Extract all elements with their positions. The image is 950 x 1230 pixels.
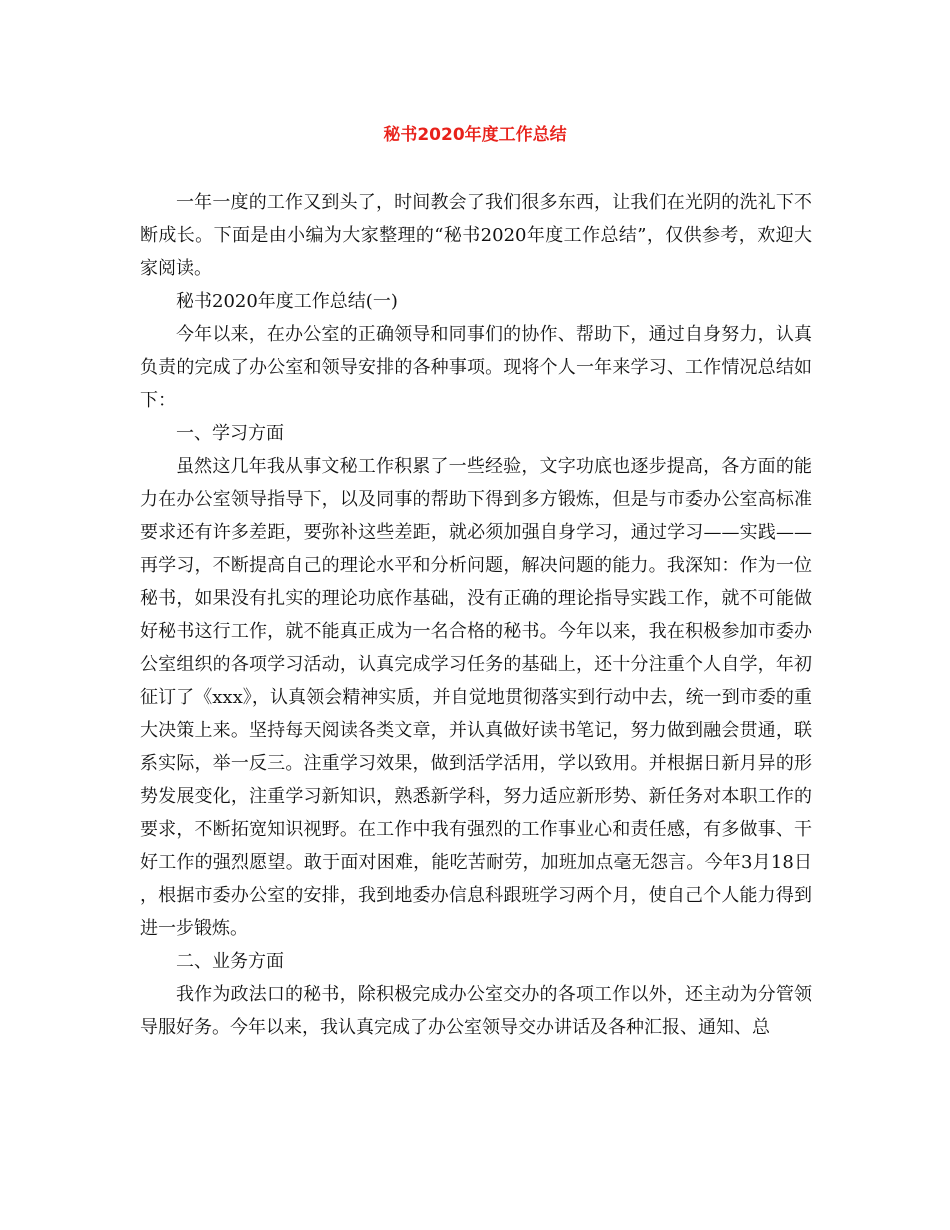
business-paragraph: 我作为政法口的秘书，除积极完成办公室交办的各项工作以外，还主动为分管领导服好务。今年以来，我认真完成了办公室领导交办讲话及各种汇报、通知、总 [140,984,812,1038]
document-title: 秘书2020年度工作总结 [383,125,567,145]
summary-paragraph: 今年以来，在办公室的正确领导和同事们的协作、帮助下，通过自身努力，认真负责的完成了办公室和领导安排的各种事项。现将个人一年来学习、工作情况总结如下： [140,324,812,411]
study-paragraph: 虽然这几年我从事文秘工作积累了一些经验，文字功底也逐步提高，各方面的能力在办公室领导指导下，以及同事的帮助下得到多方锻炼，但是与市委办公室高标准要求还有许多差距，要弥补这些差距，就必须加强自身学习，通过学习——实践——再学习，不断提高自己的理论水平和分析问题，解决问题的能力。我深知：作为一位秘书，如果没有扎实的理论功底作基础，没有正确的理论指导实践工作，就不可能做好秘书这行工作，就不能真正成为一名合格的秘书。今年以来，我在积极参加市委办公室组织的各项学习活动，认真完成学习任务的基础上，还十分注重个人自学，年初征订了《xxx》，认真领会精神实质，并自觉地贯彻落实到行动中去，统一到市委的重大决策上来。坚持每天阅读各类文章，并认真做好读书笔记，努力做到融会贯通，联系实际，举一反三。注重学习效果，做到活学活用，学以致用。并根据日新月异的形势发展变化，注重学习新知识，熟悉新学科，努力适应新形势、新任务对本职工作的要求，不断拓宽知识视野。在工作中我有强烈的工作事业心和责任感，有多做事、干好工作的强烈愿望。敢于面对困难，能吃苦耐劳，加班加点毫无怨言。今年3月18日，根据市委办公室的安排，我到地委办信息科跟班学习两个月，使自己个人能力得到进一步锻炼。 [140,456,812,939]
section-heading-business: 二、业务方面 [176,951,284,972]
document-body [140,186,812,1044]
section-heading-study: 一、学习方面 [176,423,284,444]
intro-paragraph: 一年一度的工作又到头了，时间教会了我们很多东西，让我们在光阴的洗礼下不断成长。下面是由小编为大家整理的“秘书2020年度工作总结”，仅供参考，欢迎大家阅读。 [140,192,812,279]
section-heading-part-one: 秘书2020年度工作总结(一) [176,291,398,312]
